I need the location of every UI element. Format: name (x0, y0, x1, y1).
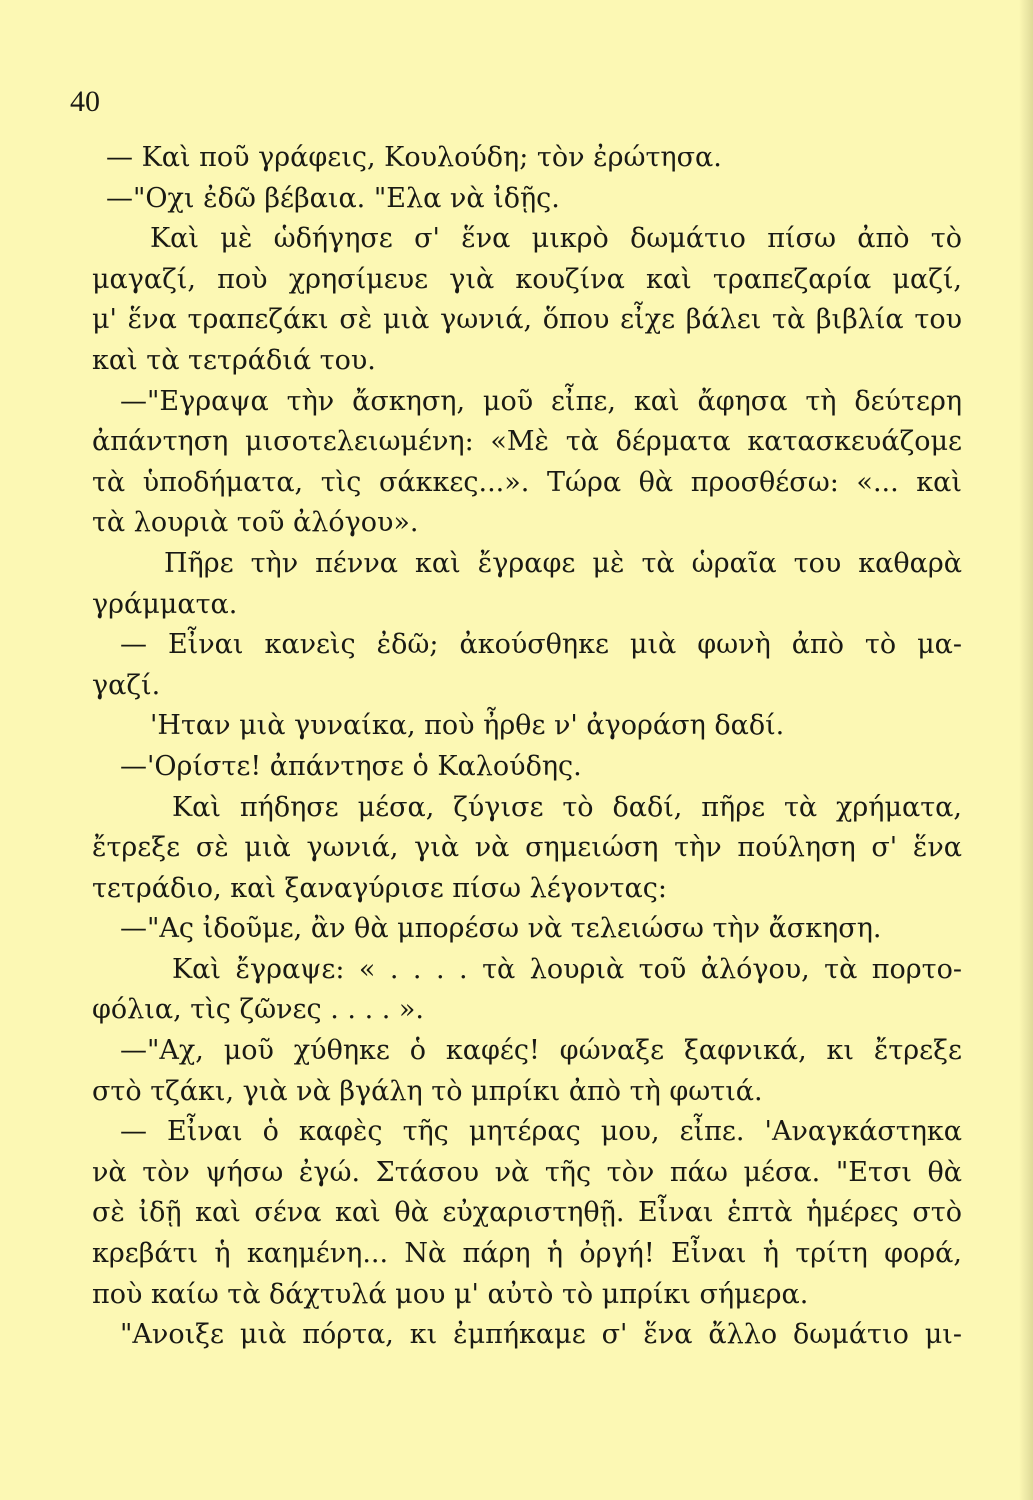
text-line: γαζί. (92, 669, 161, 701)
text-line: τὰ ὑποδήματα, τὶς σάκκες...». Τώρα θὰ προσθέσω: «... καὶ (92, 466, 962, 498)
body-text (92, 138, 962, 1356)
text-line: κρεβάτι ἡ καημένη... Νὰ πάρη ἡ ὀργή! Εἶναι ἡ τρίτη φορά, (92, 1238, 962, 1270)
text-line: ποὺ καίω τὰ δάχτυλά μου μ' αὐτὸ τὸ μπρίκι σήμερα. (92, 1278, 809, 1310)
text-line: τὰ λουριὰ τοῦ ἀλόγου». (92, 507, 419, 539)
text-line: — Εἶναι ὁ καφὲς τῆς μητέρας μου, εἶπε. 'Αναγκάστηκα (120, 1116, 962, 1148)
text-line: σὲ ἰδῇ καὶ σένα καὶ θὰ εὐχαριστηθῇ. Εἶναι ἑπτὰ ἡμέρες στὸ (92, 1197, 962, 1229)
text-line: — Εἶναι κανεὶς ἐδῶ; ἀκούσθηκε μιὰ φωνὴ ἀπὸ τὸ μα- (120, 629, 962, 661)
text-line: Καὶ ἔγραψε: « . . . . τὰ λουριὰ τοῦ ἀλόγου, τὰ πορτο- (172, 953, 962, 985)
text-line: ἀπάντηση μισοτελειωμένη: «Μὲ τὰ δέρματα κατασκευάζομε (92, 426, 962, 458)
text-line: — Καὶ ποῦ γράφεις, Κουλούδη; τὸν ἐρώτησα. (106, 142, 722, 173)
text-line: Πῆρε τὴν πέννα καὶ ἔγραφε μὲ τὰ ὡραῖα του καθαρὰ (164, 547, 962, 579)
text-line: —"Αχ, μοῦ χύθηκε ὁ καφές! φώναξε ξαφνικά, κι ἔτρεξε (120, 1035, 962, 1067)
text-line: —"Ας ἰδοῦμε, ἂν θὰ μπορέσω νὰ τελειώσω τὴν ἄσκηση. (120, 913, 882, 945)
text-line: "Ανοιξε μιὰ πόρτα, κι ἐμπήκαμε σ' ἕνα ἄλλο δωμάτιο μι- (120, 1319, 962, 1351)
text-line: νὰ τὸν ψήσω ἐγώ. Στάσου νὰ τῆς τὸν πάω μέσα. "Ετσι θὰ (92, 1156, 962, 1188)
page-number: 40 (70, 85, 100, 118)
text-line: ἔτρεξε σὲ μιὰ γωνιά, γιὰ νὰ σημειώση τὴν πούληση σ' ἕνα (92, 832, 962, 864)
text-line: τετράδιο, καὶ ξαναγύρισε πίσω λέγοντας: (92, 872, 667, 904)
text-line: γράμματα. (92, 588, 238, 620)
text-line: φόλια, τὶς ζῶνες . . . . ». (92, 994, 425, 1026)
text-line: Καὶ πήδησε μέσα, ζύγισε τὸ δαδί, πῆρε τὰ χρήματα, (172, 791, 962, 823)
text-line: καὶ τὰ τετράδιά του. (92, 344, 376, 376)
text-line: μαγαζί, ποὺ χρησίμευε γιὰ κουζίνα καὶ τραπεζαρία μαζί, (92, 263, 962, 295)
text-line: στὸ τζάκι, γιὰ νὰ βγάλη τὸ μπρίκι ἀπὸ τὴ φωτιά. (92, 1075, 763, 1107)
text-line: —"Εγραψα τὴν ἄσκηση, μοῦ εἶπε, καὶ ἄφησα τὴ δεύτερη (120, 385, 962, 417)
text-line: 'Ηταν μιὰ γυναίκα, ποὺ ἦρθε ν' ἀγοράση δαδί. (150, 710, 785, 742)
text-line: μ' ἕνα τραπεζάκι σὲ μιὰ γωνιά, ὅπου εἶχε βάλει τὰ βιβλία του (92, 304, 962, 336)
text-line: —"Οχι ἐδῶ βέβαια. "Ελα νὰ ἰδῇς. (106, 182, 560, 214)
text-line: —'Ορίστε! ἀπάντησε ὁ Καλούδης. (120, 750, 582, 782)
page-edge-shadow (1019, 0, 1033, 1500)
text-line: Καὶ μὲ ὡδήγησε σ' ἕνα μικρὸ δωμάτιο πίσω ἀπὸ τὸ (150, 223, 962, 255)
